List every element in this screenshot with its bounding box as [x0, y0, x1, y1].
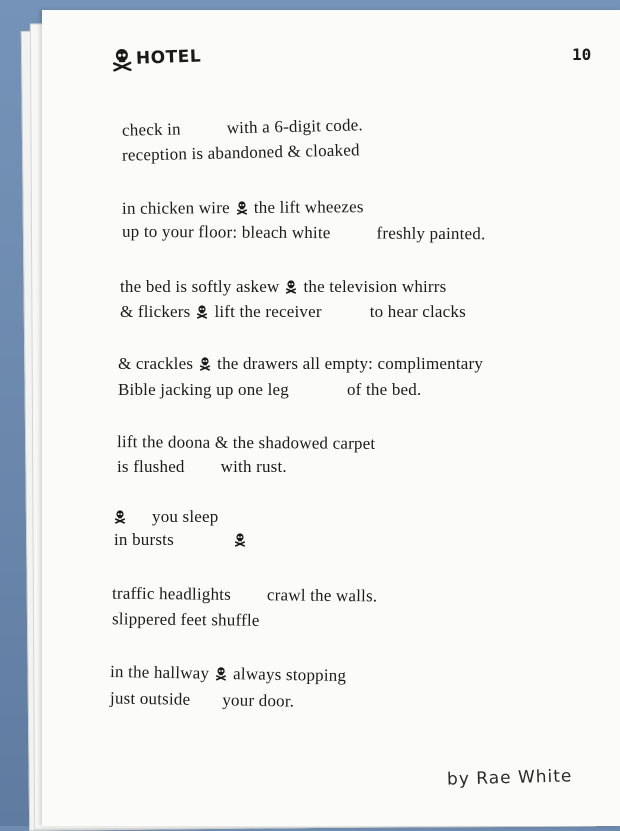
- poem-text: & flickers: [120, 302, 191, 321]
- poem-text: is flushed: [117, 457, 185, 476]
- poem-text: freshly painted.: [376, 223, 486, 244]
- author-credit: by Rae White: [446, 766, 573, 790]
- poem-text: of the bed.: [346, 380, 422, 399]
- skull-crossbones-icon: [114, 509, 126, 529]
- poem-text: reception is abandoned & cloaked: [121, 140, 360, 165]
- skull-crossbones-icon: [236, 200, 248, 220]
- poem-text: slippered feet shuffle: [111, 609, 260, 630]
- skull-crossbones-icon: [196, 304, 208, 324]
- poem-text: the bed is softly askew: [120, 277, 280, 296]
- skull-crossbones-icon: [199, 356, 211, 376]
- poem-text: just outside: [109, 688, 191, 709]
- poem-line: [118, 380, 421, 400]
- zine-page: [42, 10, 620, 826]
- skull-crossbones-icon: [285, 279, 297, 299]
- poem-text: Bible jacking up one leg: [118, 380, 289, 399]
- poem-text: the drawers all empty: complimentary: [217, 354, 484, 373]
- poem-text: traffic headlights: [111, 583, 232, 604]
- poem-line: [112, 584, 378, 607]
- poem-line: [118, 354, 483, 376]
- poem-line: [110, 662, 346, 688]
- poem-text: lift the doona & the shadowed carpet: [116, 432, 376, 453]
- poem-text: with rust.: [220, 457, 287, 476]
- poem-text: in bursts: [114, 530, 174, 549]
- poem-line: [122, 222, 486, 245]
- poem-text: always stopping: [232, 664, 347, 686]
- poem-line: [122, 197, 364, 221]
- poem-line: [120, 302, 466, 324]
- poem-text: crawl the walls.: [266, 585, 378, 606]
- poem-line: [112, 609, 260, 631]
- poem-text: in chicken wire: [121, 198, 230, 218]
- poem-text: to hear clacks: [369, 302, 466, 321]
- poem-text: with a 6-digit code.: [226, 115, 364, 138]
- poem-text: the television whirrs: [303, 277, 447, 296]
- poem-line: [120, 277, 446, 299]
- poem-text: lift the receiver: [214, 302, 322, 321]
- poem-text: & crackles: [118, 354, 194, 373]
- poem-line: [117, 457, 287, 477]
- poem-line: [122, 115, 363, 140]
- skull-crossbones-icon: [215, 666, 227, 686]
- poem-text: the lift wheezes: [253, 197, 364, 217]
- poem-body: [42, 10, 620, 826]
- poem-text: your door.: [222, 690, 295, 711]
- page-title: HOTEL: [135, 46, 202, 69]
- poem-line: [110, 688, 295, 711]
- page-number: 10: [572, 45, 592, 64]
- poem-line: [114, 530, 252, 552]
- poem-line: [122, 140, 360, 165]
- skull-crossbones-icon: [234, 532, 246, 552]
- poem-line: [117, 432, 375, 454]
- poem-text: you sleep: [152, 507, 219, 526]
- poem-text: up to your floor: bleach white: [121, 221, 331, 243]
- poem-line: [114, 507, 218, 529]
- poem-text: check in: [121, 119, 181, 140]
- poem-text: in the hallway: [109, 661, 210, 683]
